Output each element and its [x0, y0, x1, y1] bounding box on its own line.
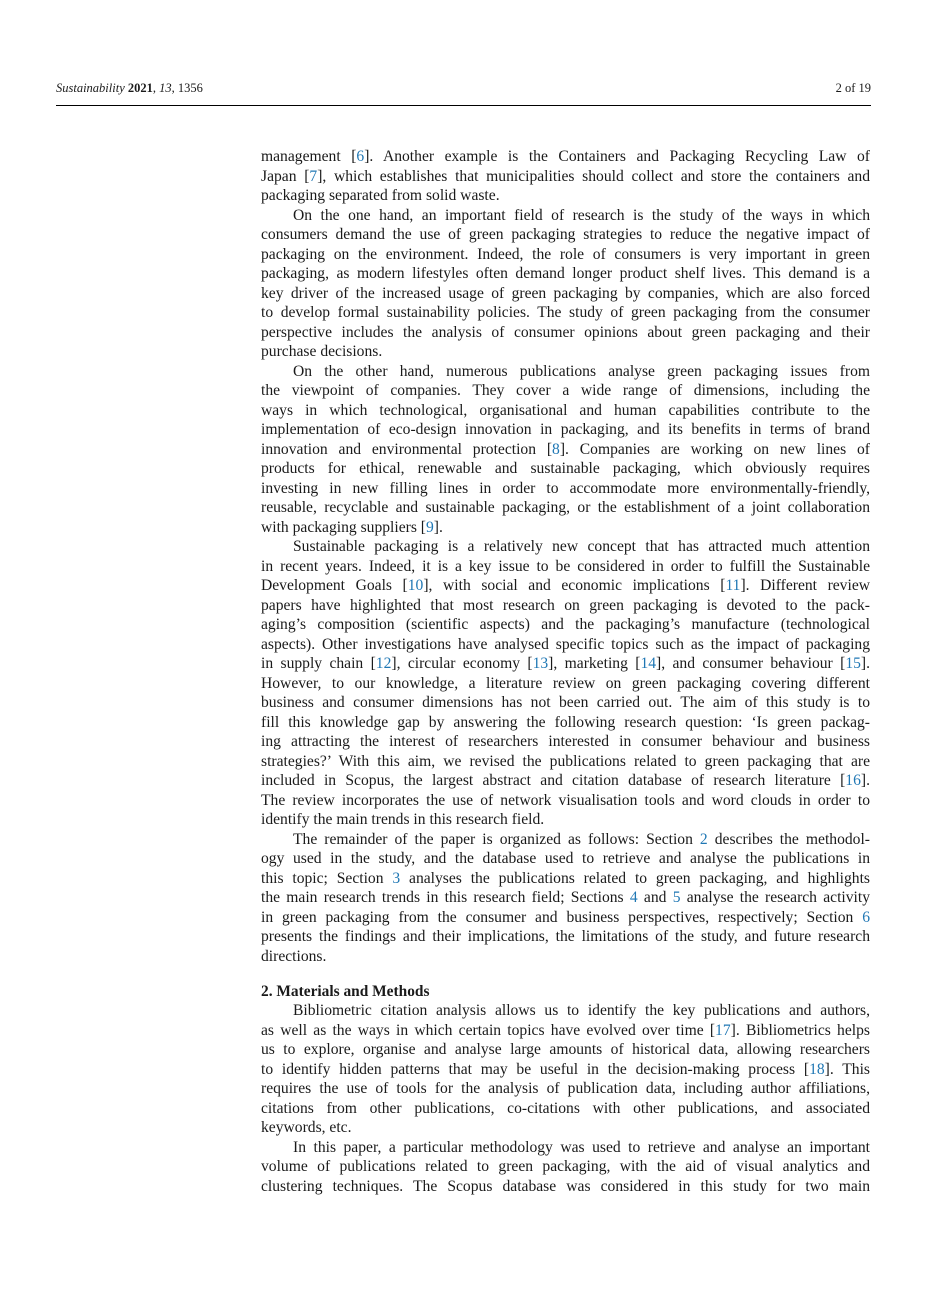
- citation-link[interactable]: 13: [532, 655, 549, 672]
- text-line: The review incorporates the use of network visualisation tools and word clouds in order to: [261, 791, 870, 809]
- text-line: investing in new filling lines in order to accommodate more environmentally-friendly,: [261, 479, 870, 497]
- citation-link[interactable]: 10: [407, 577, 424, 594]
- body-text: [261, 147, 870, 1196]
- text-line: to develop formal sustainability policies. The study of green packaging from the consumer: [261, 304, 870, 321]
- text-line: keywords, etc.: [261, 1119, 352, 1136]
- running-header: [56, 81, 871, 96]
- text-line: products for ethical, renewable and sustainable packaging, which obviously requires: [261, 460, 870, 477]
- text-line: ing attracting the interest of researchers interested in consumer behaviour and business: [261, 733, 870, 750]
- text-line: in supply chain [12], circular economy [13], marketing [14], and consumer behaviour [15].: [261, 655, 871, 672]
- text-line: purchase decisions.: [261, 343, 383, 360]
- year: 2021: [127, 81, 153, 95]
- citation-link[interactable]: 18: [809, 1060, 825, 1078]
- text-line: reusable, recyclable and sustainable packaging, or the establishment of a joint collaboration: [261, 499, 870, 516]
- citation-link[interactable]: 8: [552, 440, 560, 458]
- text-line: this topic; Section 3 analyses the publications related to green packaging, and highlights: [261, 869, 870, 887]
- text-line: In this paper, a particular methodology was used to retrieve and analyse an important: [293, 1138, 870, 1156]
- citation-link[interactable]: 9: [426, 518, 434, 536]
- text-line: to identify hidden patterns that may be useful in the decision-making process [18]. This: [261, 1060, 870, 1078]
- citation-header: Sustainability 2021, 13, 1356: [56, 81, 203, 95]
- citation-link[interactable]: 6: [356, 148, 365, 165]
- citation-link[interactable]: 14: [640, 655, 657, 672]
- text-line: volume of publications related to green packaging, with the aid of visual analytics and: [261, 1158, 870, 1175]
- text-line: The remainder of the paper is organized as follows: Section 2 describes the methodol-: [293, 830, 870, 848]
- paragraph: [261, 362, 870, 538]
- text-line: ogy used in the study, and the database used to retrieve and analyse the publications in: [261, 850, 870, 867]
- citation-link[interactable]: 15: [845, 655, 861, 672]
- text-line: clustering techniques. The Scopus database was considered in this study for two main: [261, 1177, 870, 1195]
- text-line: ways in which technological, organisational and human capabilities contribute to the: [261, 401, 870, 419]
- text-line: packaging, as modern lifestyles often demand longer product shelf lives. This demand is a: [261, 265, 870, 282]
- volume: 13: [159, 81, 172, 95]
- text-line: citations from other publications, co-citations with other publications, and associated: [261, 1099, 870, 1117]
- journal-name: Sustainability: [56, 81, 125, 95]
- section-link[interactable]: 3: [392, 869, 401, 887]
- text-line: implementation of eco-design innovation in packaging, and its benefits in terms of brand: [261, 421, 870, 438]
- text-line: strategies?’ With this aim, we revised the publications related to green packaging that are: [261, 752, 870, 770]
- paragraph: [261, 537, 870, 830]
- text-line: in recent years. Indeed, it is a key issue to be considered in order to fulfill the Sustainable: [261, 557, 870, 575]
- text-line: Japan [7], which establishes that municipalities should collect and store the containers and: [261, 167, 870, 185]
- text-line: presents the findings and their implications, the limitations of the study, and future research: [261, 928, 870, 945]
- paragraph: [261, 1138, 870, 1197]
- text-line: On the other hand, numerous publications analyse green packaging issues from: [293, 362, 870, 380]
- citation-link[interactable]: 7: [309, 167, 318, 185]
- citation-link[interactable]: 16: [845, 772, 861, 789]
- text-line: with packaging suppliers [9].: [261, 518, 443, 536]
- text-line: consumers demand the use of green packaging strategies to reduce the negative impact of: [261, 226, 870, 243]
- header-rule: [56, 105, 871, 106]
- citation-link[interactable]: 17: [715, 1021, 731, 1039]
- text-line: included in Scopus, the largest abstract and citation database of research literature [16].: [261, 772, 870, 789]
- paragraph: [261, 830, 870, 967]
- text-line: Development Goals [10], with social and economic implications [11]. Different review: [261, 577, 870, 594]
- text-line: us to explore, organise and analyse large amounts of historical data, allowing researchers: [261, 1041, 870, 1058]
- section-link[interactable]: 5: [672, 889, 681, 906]
- text-line: packaging on the environment. Indeed, the role of consumers is very important in green: [261, 245, 870, 263]
- paragraph: [261, 206, 870, 362]
- paragraph: [261, 147, 870, 206]
- text-line: Bibliometric citation analysis allows us to identify the key publications and authors,: [293, 1002, 870, 1019]
- text-line: key driver of the increased usage of green packaging by companies, which are also forced: [261, 284, 870, 302]
- text-line: business and consumer dimensions has not been carried out. The aim of this study is to: [261, 694, 870, 711]
- text-line: packaging separated from solid waste.: [261, 187, 500, 204]
- text-line: aging’s composition (scientific aspects) and the packaging’s manufacture (technological: [261, 616, 870, 633]
- text-line: However, to our knowledge, a literature review on green packaging covering different: [261, 674, 870, 692]
- text-line: requires the use of tools for the analysis of publication data, including author affiliations,: [261, 1080, 870, 1097]
- text-line: innovation and environmental protection [8]. Companies are working on new lines of: [261, 440, 870, 458]
- text-line: directions.: [261, 947, 327, 965]
- section-link[interactable]: 2: [699, 830, 708, 848]
- text-line: management [6]. Another example is the Containers and Packaging Recycling Law of: [261, 148, 870, 165]
- text-line: the viewpoint of companies. They cover a wide range of dimensions, including the: [261, 382, 870, 399]
- section-heading: 2. Materials and Methods: [261, 982, 430, 1000]
- section-link[interactable]: 4: [629, 889, 638, 906]
- section-link[interactable]: 6: [862, 908, 870, 926]
- text-line: aspects). Other investigations have analysed specific topics such as the impact of packaging: [261, 635, 870, 653]
- citation-link[interactable]: 11: [725, 577, 741, 594]
- text-line: On the one hand, an important field of research is the study of the ways in which: [293, 206, 870, 224]
- text-line: in green packaging from the consumer and business perspectives, respectively; Section 6: [261, 908, 870, 926]
- page-number: 2 of 19: [835, 81, 871, 95]
- text-line: Sustainable packaging is a relatively new concept that has attracted much attention: [293, 538, 870, 555]
- paragraph: [261, 1001, 870, 1138]
- text-line: identify the main trends in this research field.: [261, 811, 545, 828]
- text-line: papers have highlighted that most research on green packaging is devoted to the pack-: [261, 596, 870, 614]
- article-number: 1356: [177, 81, 203, 95]
- text-line: fill this knowledge gap by answering the following research question: ‘Is green packag-: [261, 713, 870, 731]
- text-line: as well as the ways in which certain topics have evolved over time [17]. Bibliometrics helps: [261, 1021, 870, 1039]
- text-line: the main research trends in this research field; Sections 4 and 5 analyse the research activity: [261, 889, 870, 906]
- spacer: [261, 966, 870, 982]
- text-line: perspective includes the analysis of consumer opinions about green packaging and their: [261, 323, 870, 341]
- citation-link[interactable]: 12: [375, 655, 392, 672]
